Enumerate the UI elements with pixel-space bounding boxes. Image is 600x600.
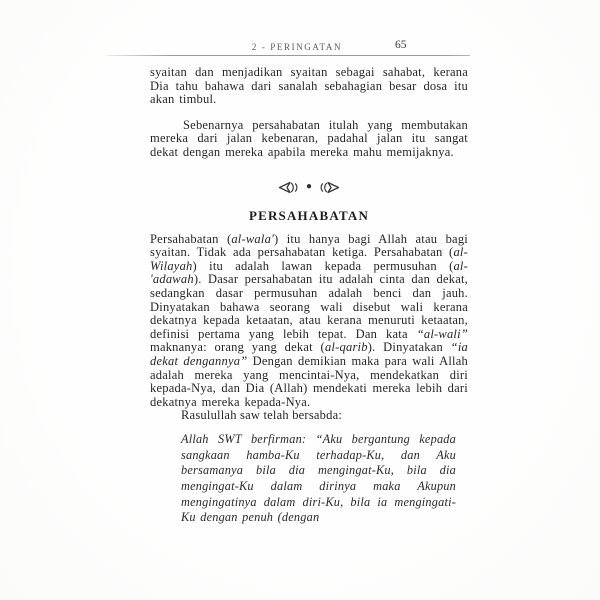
section-divider-ornament — [150, 180, 468, 195]
paragraph: Sebenarnya persahabatan itulah yang membutakan mereka dari jalan kebenaran, padahal jalan itu sangat dekat dengan mereka apabila mereka mahu memijaknya. — [150, 117, 468, 159]
divider-arrow-right-icon — [318, 181, 340, 194]
page-header — [0, 0, 600, 60]
text-column — [150, 66, 468, 526]
section-body-paragraph: Persahabatan (al-wala') itu hanya bagi Allah atau bagi syaitan. Tidak ada persahabatan ketiga. Persahabatan (al-Wilayah) itu adalah lawan kepada permusuhan (al-'adawah). Dasar persahabatan itu adalah cinta dan dekat, sedangkan dasar permusuhan adalah benci dan jauh. Dinyatakan bahawa seorang wali disebut wali kerana dekatnya kepada ketaatan, atau kerana menuruti ketaatan, definisi pertama yang lebih tepat. Dan kata “al-wali” maknanya: orang yang dekat (al-qarib). Dinyatakan “ia dekat dengannya” Dengan demikian maka para wali Allah adalah mereka yang mencintai-Nya, mendekatkan diri kepada-Nya, dan Dia (Allah) mendekati mereka lebih dari dekatnya mereka kepada-Nya. — [150, 231, 468, 409]
header-rule — [106, 55, 470, 56]
hadith-quote: Allah SWT berfirman: “Aku bergantung kepada sangkaan hamba-Ku terhadap-Ku, dan Aku bersamanya bila dia mengingat-Ku, bila dia mengingat-Ku dalam dirinya maka Akupun mengingatinya dalam diri-Ku, bila ia mengingati-Ku dengan penuh (dengan — [181, 431, 456, 525]
page-number: 65 — [395, 39, 407, 51]
hadith-intro: Rasulullah saw telah bersabda: — [181, 408, 343, 423]
divider-arrow-left-icon — [278, 181, 300, 194]
divider-dot: ● — [305, 181, 313, 193]
section-title: PERSAHABATAN — [248, 207, 370, 223]
running-title: 2 - PERINGATAN — [251, 42, 343, 52]
paragraph-continuation: syaitan dan menjadikan syaitan sebagai sahabat, kerana Dia tahu bahawa dari sanalah sebahagian besar dosa itu akan timbul. — [150, 65, 468, 107]
